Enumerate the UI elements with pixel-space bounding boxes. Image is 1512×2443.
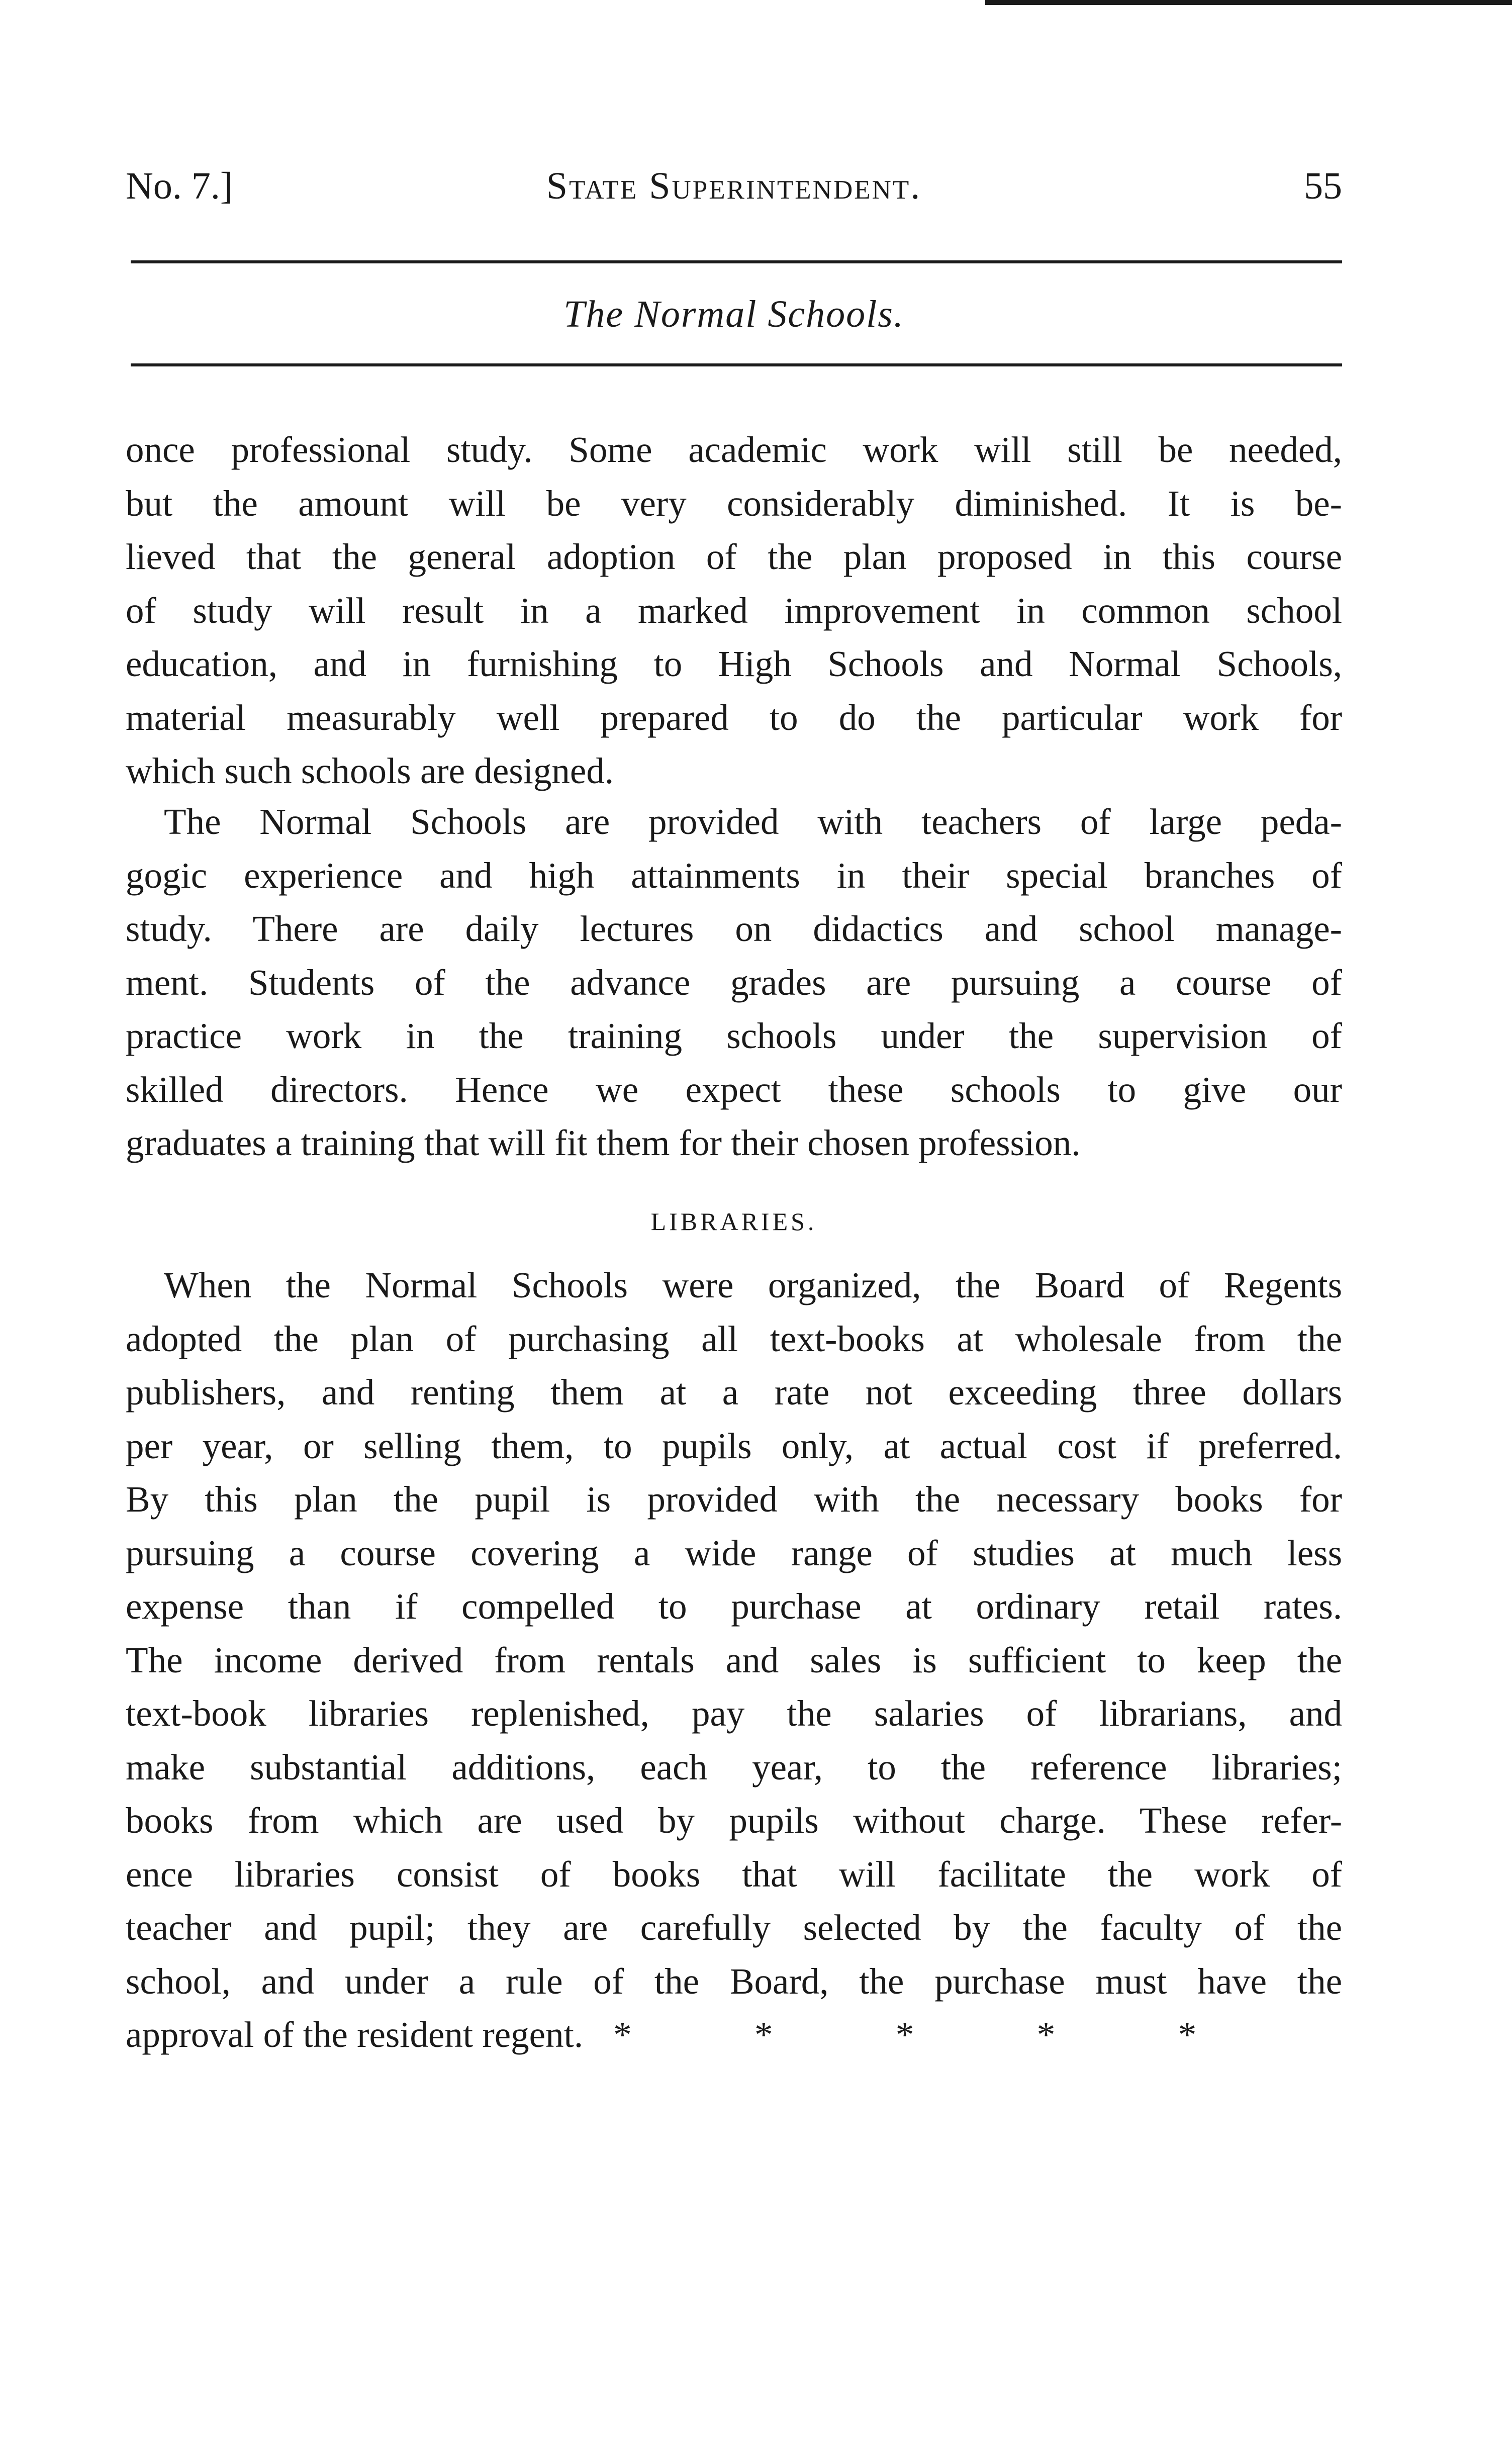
ellipsis-asterisks bbox=[613, 2008, 1196, 2062]
text-line: but the amount will be very considerably diminished. It is be- bbox=[126, 483, 1342, 524]
header-rule-top bbox=[131, 260, 1342, 263]
asterisk: * bbox=[1178, 2014, 1197, 2055]
paragraph-libraries bbox=[126, 1259, 1342, 2062]
libraries-heading: LIBRARIES. bbox=[650, 1207, 817, 1236]
asterisk: * bbox=[1036, 2014, 1056, 2055]
text-line: publishers, and renting them at a rate not exceeding three dollars bbox=[126, 1372, 1342, 1413]
header-rule-bottom bbox=[131, 363, 1342, 366]
text-line: study. There are daily lectures on didactics and school manage- bbox=[126, 908, 1342, 949]
text-line: teacher and pupil; they are carefully selected by the faculty of the bbox=[126, 1907, 1342, 1948]
text-line: adopted the plan of purchasing all text-books at wholesale from the bbox=[126, 1318, 1342, 1359]
text-line: books from which are used by pupils without charge. These refer- bbox=[126, 1800, 1342, 1841]
document-number: No. 7.] bbox=[126, 165, 233, 207]
running-title: State Superintendent. bbox=[546, 165, 922, 207]
top-edge-rule bbox=[985, 0, 1512, 5]
text-line: skilled directors. Hence we expect these schools to give our bbox=[126, 1069, 1342, 1110]
section-title: The Normal Schools. bbox=[563, 293, 904, 335]
text-line: of study will result in a marked improvement in common school bbox=[126, 590, 1342, 631]
page-number: 55 bbox=[1304, 165, 1342, 207]
asterisk: * bbox=[895, 2014, 914, 2055]
text-line: expense than if compelled to purchase at ordinary retail rates. bbox=[126, 1586, 1342, 1627]
text-line: By this plan the pupil is provided with the necessary books for bbox=[126, 1479, 1342, 1520]
text-line: lieved that the general adoption of the plan proposed in this course bbox=[126, 536, 1342, 577]
text-line: per year, or selling them, to pupils only, at actual cost if preferred. bbox=[126, 1425, 1342, 1466]
paragraph-professional-study bbox=[126, 423, 1342, 798]
text-line: school, and under a rule of the Board, the purchase must have the bbox=[126, 1960, 1342, 2002]
final-text-line bbox=[126, 2008, 1342, 2062]
paragraph-normal-schools-teachers bbox=[126, 795, 1342, 1170]
text-line: text-book libraries replenished, pay the salaries of librarians, and bbox=[126, 1693, 1342, 1734]
final-sentence: approval of the resident regent. bbox=[126, 2014, 584, 2055]
text-line: practice work in the training schools under the supervision of bbox=[126, 1015, 1342, 1056]
text-line: The Normal Schools are provided with teachers of large peda- bbox=[164, 801, 1342, 842]
text-line: The income derived from rentals and sales is sufficient to keep the bbox=[126, 1639, 1342, 1680]
text-line: When the Normal Schools were organized, the Board of Regents bbox=[164, 1265, 1342, 1305]
text-line: ence libraries consist of books that will facilitate the work of bbox=[126, 1853, 1342, 1895]
text-line: education, and in furnishing to High Schools and Normal Schools, bbox=[126, 643, 1342, 684]
text-line: make substantial additions, each year, to the reference libraries; bbox=[126, 1746, 1342, 1788]
asterisk: * bbox=[754, 2014, 773, 2055]
running-head bbox=[126, 156, 1342, 216]
text-line: pursuing a course covering a wide range of studies at much less bbox=[126, 1532, 1342, 1573]
text-line: gogic experience and high attainments in their special branches of bbox=[126, 855, 1342, 896]
text-line: which such schools are designed. bbox=[126, 750, 614, 791]
text-line: once professional study. Some academic work will still be needed, bbox=[126, 429, 1342, 470]
text-line: material measurably well prepared to do the particular work for bbox=[126, 697, 1342, 738]
text-line: graduates a training that will fit them for their chosen profession. bbox=[126, 1122, 1081, 1163]
asterisk: * bbox=[613, 2014, 632, 2055]
text-line: ment. Students of the advance grades are pursuing a course of bbox=[126, 962, 1342, 1003]
